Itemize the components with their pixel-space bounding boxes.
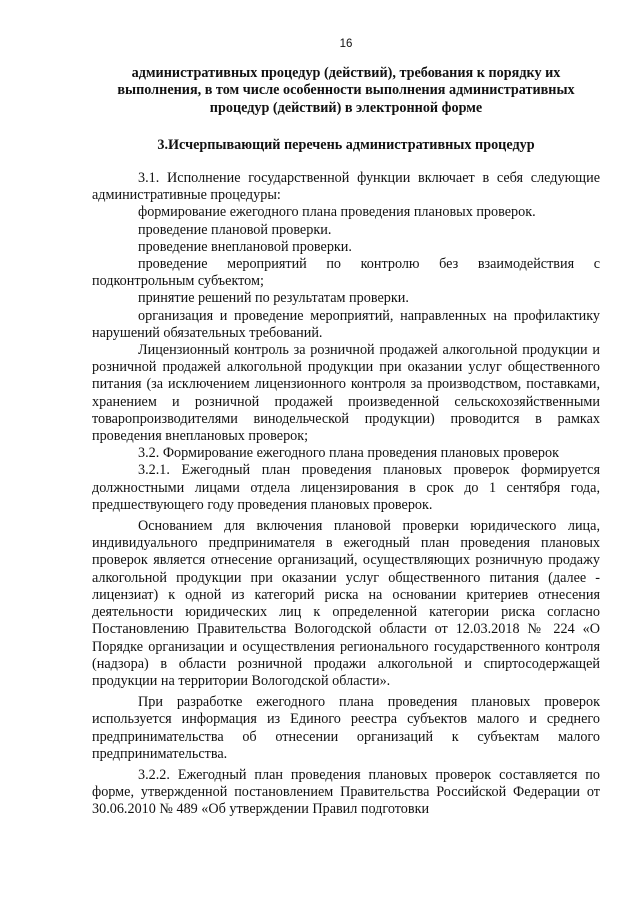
heading-line: административных процедур (действий), требования к порядку их (131, 65, 561, 82)
list-item: проведение мероприятий по контролю без взаимодействия с подконтрольным субъектом; (92, 256, 600, 290)
paragraph-license-control: Лицензионный контроль за розничной продажей алкогольной продукции и розничной продажей алкогольной продукции при оказании услуг общественного питания (за исключением лицензионного контроля за производством, поставками, хранением и розничной продажей произведенной сельскохозяйственными товаропроизводителями винодельческой продукции) проводится в рамках проведения внеплановых проверок; (92, 342, 600, 445)
paragraph-basis: Основанием для включения плановой проверки юридического лица, индивидуального предпринимателя в ежегодный план проведения плановых проверок является отнесение организаций, осуществляющих розничную продажу алкогольной продукции при оказании услуг общественного питания (далее - лицензиат) к одной из категорий риска на основании критериев отнесения деятельности юридических лиц к определенной категории риска согласно Постановлению Правительства Вологодской области от 12.03.2018 № 224 «О Порядке организации и осуществления регионального государственного контроля (надзора) в области розничной продажи алкогольной и спиртосодержащей продукции на территории Вологодской области». (92, 518, 600, 689)
heading-line: выполнения, в том числе особенности выполнения административных (117, 82, 575, 99)
paragraph-3-2-2: 3.2.2. Ежегодный план проведения плановых проверок составляется по форме, утвержденной постановлением Правительства Российской Федерации от 30.06.2010 № 489 «Об утверждении Правил подготовки (92, 766, 600, 818)
paragraph-3-1: 3.1. Исполнение государственной функции включает в себя следующие административные процедуры: (92, 170, 600, 204)
section-title: 3.Исчерпывающий перечень административных процедур (157, 136, 535, 153)
list-item: проведение внеплановой проверки. (138, 238, 352, 255)
paragraph-registry: При разработке ежегодного плана проведения плановых проверок используется информация из Единого реестра субъектов малого и среднего предпринимательства об отнесении организаций к субъектам малого предпринимательства. (92, 694, 600, 762)
heading-line: процедур (действий) в электронной форме (209, 99, 483, 116)
paragraph-3-2: 3.2. Формирование ежегодного плана проведения плановых проверок (138, 445, 559, 462)
list-item: принятие решений по результатам проверки. (138, 290, 409, 307)
paragraph-3-2-1: 3.2.1. Ежегодный план проведения плановых проверок формируется должностными лицами отдела лицензирования в срок до 1 сентября года, предшествующего году проведения плановых проверок. (92, 462, 600, 513)
subsection-heading (92, 65, 600, 117)
list-item: проведение плановой проверки. (138, 221, 332, 238)
page-number: 16 (339, 38, 353, 50)
list-item: формирование ежегодного плана проведения плановых проверок. (138, 204, 536, 221)
document-body (92, 170, 600, 819)
list-item: организация и проведение мероприятий, направленных на профилактику нарушений обязательных требований. (92, 307, 600, 341)
